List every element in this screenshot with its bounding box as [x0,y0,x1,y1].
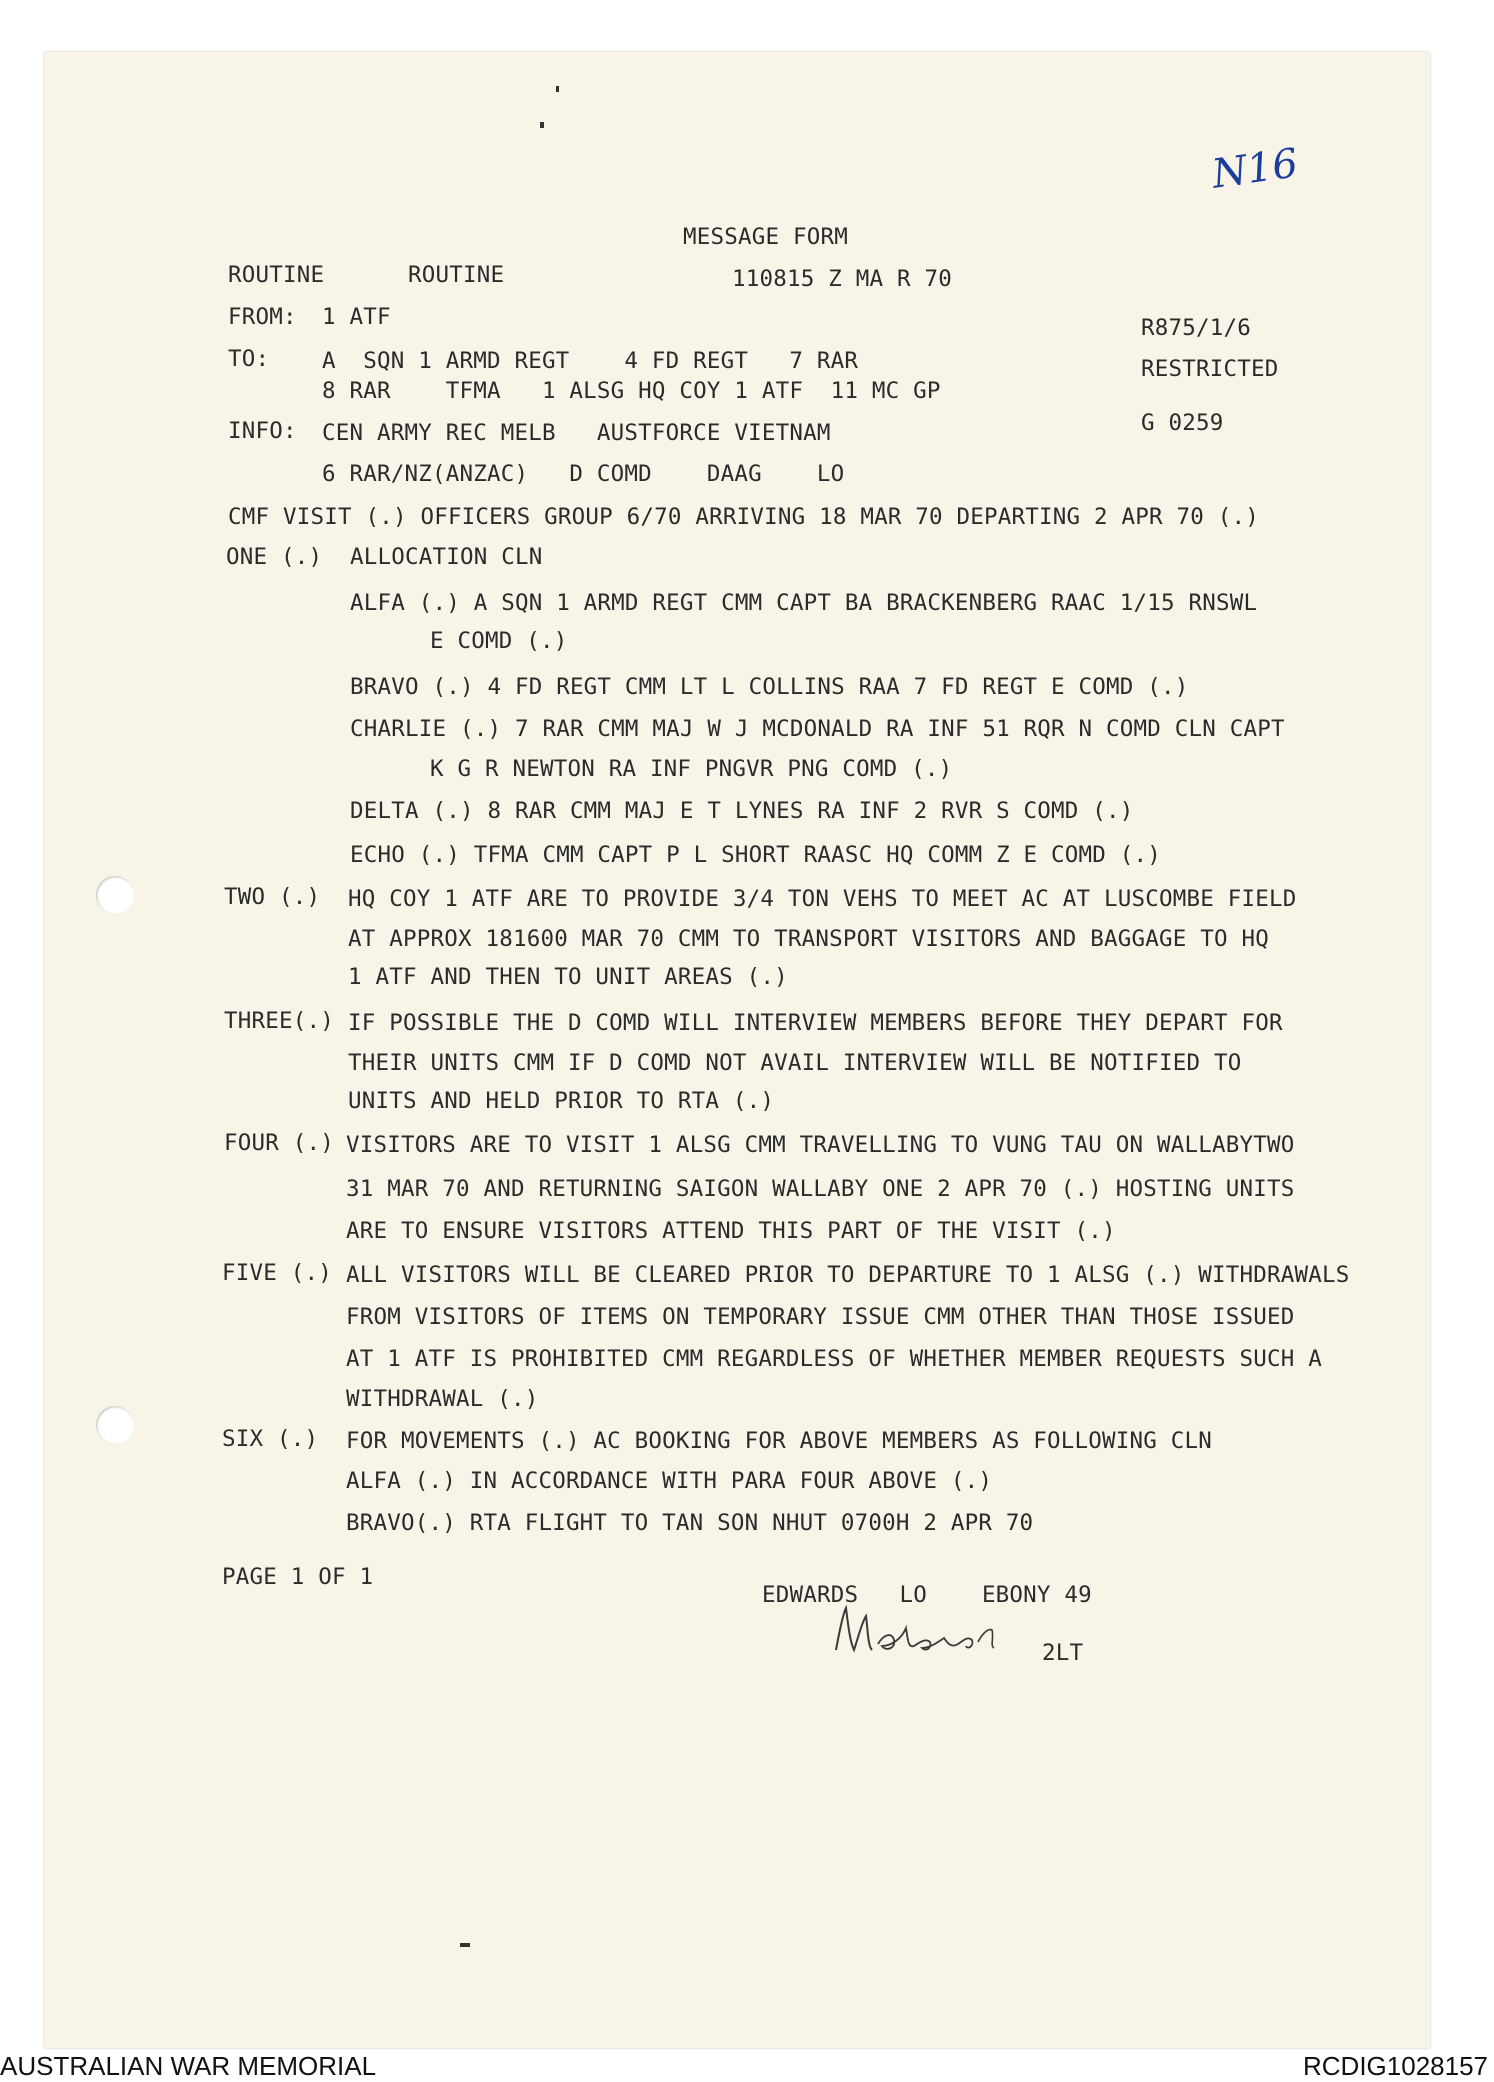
date-time-group: 110815 Z MA R 70 [732,266,952,292]
bravo-line: BRAVO (.) 4 FD REGT CMM LT L COLLINS RAA 7 FD REGT E COMD (.) [350,674,1189,700]
para-three-line-3: UNITS AND HELD PRIOR TO RTA (.) [348,1088,775,1114]
para-three-line-1: IF POSSIBLE THE D COMD WILL INTERVIEW MEMBERS BEFORE THEY DEPART FOR [348,1010,1283,1036]
precedence-info: ROUTINE [408,262,505,288]
para-four-line-3: ARE TO ENSURE VISITORS ATTEND THIS PART OF THE VISIT (.) [346,1218,1116,1244]
page-number: PAGE 1 OF 1 [222,1564,374,1590]
form-title: MESSAGE FORM [683,224,848,250]
para-five-line-2: FROM VISITORS OF ITEMS ON TEMPORARY ISSUE CMM OTHER THAN THOSE ISSUED [346,1304,1295,1330]
para-two-line-3: 1 ATF AND THEN TO UNIT AREAS (.) [348,964,788,990]
para-one-text: ALLOCATION CLN [350,544,543,570]
ink-speck [540,122,544,128]
archive-footer-right: RCDIG1028157 [1303,2051,1488,2081]
ink-speck [556,86,559,92]
reference-number: R875/1/6 [1141,315,1251,341]
to-line-1: A SQN 1 ARMD REGT 4 FD REGT 7 RAR [322,348,859,374]
punch-hole-lower [96,1406,134,1444]
para-two-label: TWO (.) [224,884,321,910]
to-line-2: 8 RAR TFMA 1 ALSG HQ COY 1 ATF 11 MC GP [322,378,941,404]
para-four-line-1: VISITORS ARE TO VISIT 1 ALSG CMM TRAVELLING TO VUNG TAU ON WALLABYTWO [346,1132,1295,1158]
delta-line: DELTA (.) 8 RAR CMM MAJ E T LYNES RA INF 2 RVR S COMD (.) [350,798,1134,824]
para-three-label: THREE(.) [224,1008,334,1034]
para-six-line-1: FOR MOVEMENTS (.) AC BOOKING FOR ABOVE MEMBERS AS FOLLOWING CLN [346,1428,1213,1454]
alfa-line-2: E COMD (.) [430,628,568,654]
precedence-action: ROUTINE [228,262,325,288]
para-four-label: FOUR (.) [224,1130,334,1156]
punch-hole-upper [96,876,134,914]
para-two-line-2: AT APPROX 181600 MAR 70 CMM TO TRANSPORT VISITORS AND BAGGAGE TO HQ [348,926,1269,952]
archive-footer-left: AUSTRALIAN WAR MEMORIAL [0,2051,377,2081]
alfa-line-1: ALFA (.) A SQN 1 ARMD REGT CMM CAPT BA BRACKENBERG RAAC 1/15 RNSWL [350,590,1258,616]
ink-speck [460,1943,470,1947]
intro-line: CMF VISIT (.) OFFICERS GROUP 6/70 ARRIVING 18 MAR 70 DEPARTING 2 APR 70 (.) [228,504,1259,530]
para-six-line-2: ALFA (.) IN ACCORDANCE WITH PARA FOUR ABOVE (.) [346,1468,993,1494]
para-six-line-3: BRAVO(.) RTA FLIGHT TO TAN SON NHUT 0700H 2 APR 70 [346,1510,1034,1536]
from-label: FROM: [228,304,297,330]
charlie-line-2: K G R NEWTON RA INF PNGVR PNG COMD (.) [430,756,953,782]
para-five-label: FIVE (.) [222,1260,332,1286]
para-two-line-1: HQ COY 1 ATF ARE TO PROVIDE 3/4 TON VEHS TO MEET AC AT LUSCOMBE FIELD [348,886,1297,912]
charlie-line-1: CHARLIE (.) 7 RAR CMM MAJ W J MCDONALD RA INF 51 RQR N COMD CLN CAPT [350,716,1285,742]
para-three-line-2: THEIR UNITS CMM IF D COMD NOT AVAIL INTERVIEW WILL BE NOTIFIED TO [348,1050,1242,1076]
para-four-line-2: 31 MAR 70 AND RETURNING SAIGON WALLABY ONE 2 APR 70 (.) HOSTING UNITS [346,1176,1295,1202]
echo-line: ECHO (.) TFMA CMM CAPT P L SHORT RAASC HQ COMM Z E COMD (.) [350,842,1162,868]
serial-number: G 0259 [1141,410,1224,436]
handwritten-signature [822,1598,1042,1668]
originator-line: EDWARDS LO EBONY 49 [762,1582,1092,1608]
handwritten-annotation: N16 [1209,140,1301,198]
to-label: TO: [228,346,270,372]
para-one-label: ONE (.) [226,544,323,570]
para-five-line-1: ALL VISITORS WILL BE CLEARED PRIOR TO DEPARTURE TO 1 ALSG (.) WITHDRAWALS [346,1262,1350,1288]
rank-label: 2LT [1042,1640,1084,1666]
info-line-1: CEN ARMY REC MELB AUSTFORCE VIETNAM [322,420,831,446]
from-value: 1 ATF [322,304,391,330]
info-label: INFO: [228,418,297,444]
para-six-label: SIX (.) [222,1426,319,1452]
classification: RESTRICTED [1141,356,1279,382]
para-five-line-4: WITHDRAWAL (.) [346,1386,539,1412]
info-line-2: 6 RAR/NZ(ANZAC) D COMD DAAG LO [322,461,845,487]
para-five-line-3: AT 1 ATF IS PROHIBITED CMM REGARDLESS OF WHETHER MEMBER REQUESTS SUCH A [346,1346,1322,1372]
